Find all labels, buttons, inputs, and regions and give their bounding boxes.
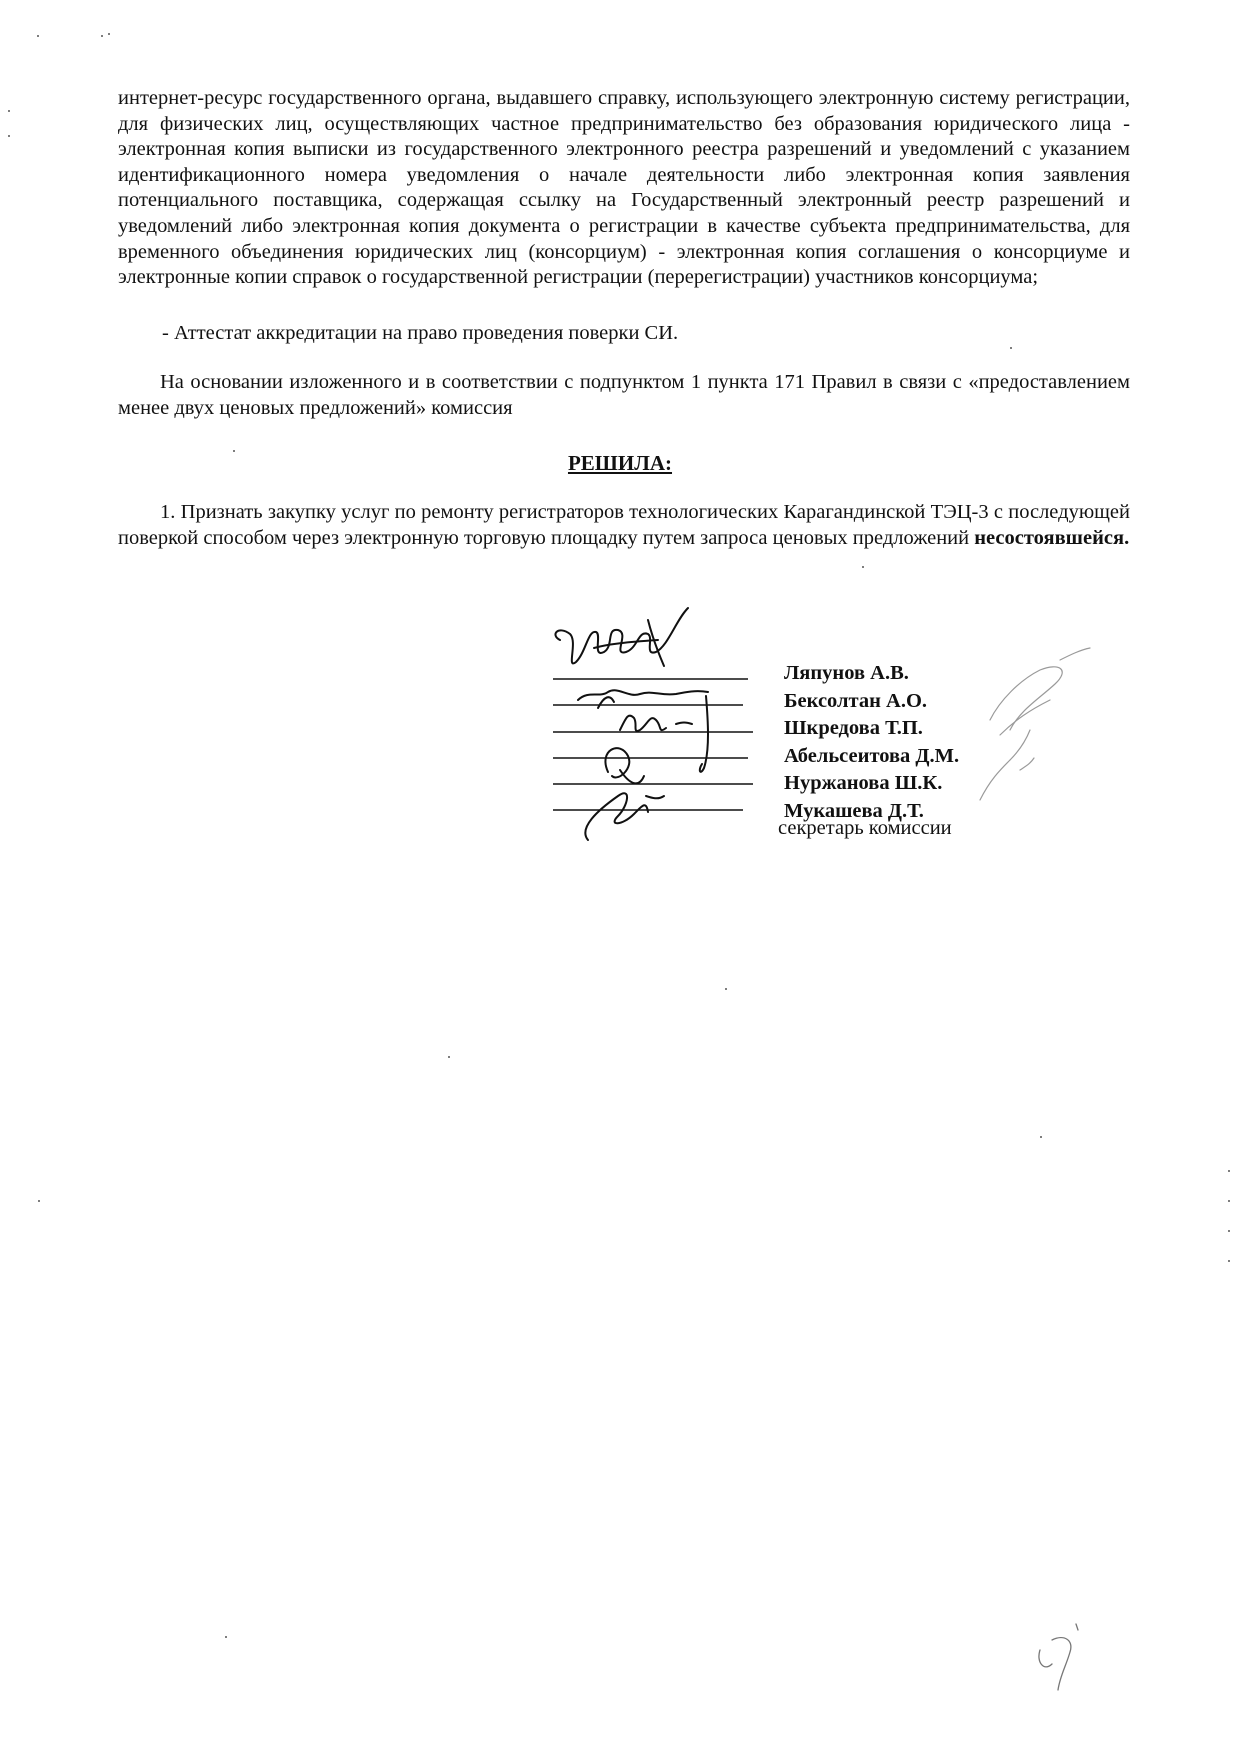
scan-speck <box>38 1200 40 1202</box>
bullet-item: - Аттестат аккредитации на право проведения поверки СИ. <box>162 322 679 344</box>
signatory-names <box>784 660 959 825</box>
scan-speck <box>1228 1230 1230 1232</box>
scan-speck <box>101 35 103 37</box>
signatory-name: Ляпунов А.В. <box>784 662 909 684</box>
signatory-name: Абельсеитова Д.М. <box>784 744 960 767</box>
scan-speck <box>225 1636 227 1638</box>
scan-speck <box>108 33 110 35</box>
paragraph-basis: На основании изложенного и в соответствии с подпунктом 1 пункта 171 Правил в связи с «предоставлением менее двух ценовых предложений» комиссия <box>118 371 1130 419</box>
scan-speck <box>1010 347 1012 349</box>
paragraph-decision <box>118 500 1130 551</box>
scan-speck <box>448 1056 450 1058</box>
signatory-name: Нуржанова Ш.К. <box>784 772 943 794</box>
scan-speck <box>1228 1170 1230 1172</box>
decision-result: несостоявшейся. <box>974 526 1130 549</box>
scan-speck <box>8 110 10 112</box>
scan-speck <box>1228 1260 1230 1262</box>
paragraph-main: интернет-ресурс государственного органа, выдавшего справку, использующего электронную систему регистрации, для физических лиц, осуществляющих частное предпринимательство без образования юридического лица - электронная копия выписки из государственного электронного реестра разрешений и уведомлений с указанием идентификационного номера уведомления о начале деятельности либо электронная копия заявления потенциального поставщика, содержащая ссылку на Государственный электронный реестр разрешений и уведомлений либо электронная копия документа о регистрации в качестве субъекта предпринимательства, для временного объединения юридических лиц (консорциум) - электронная копия соглашения о консорциуме и электронные копии справок о государственной регистрации (перерегистрации) участников консорциума; <box>118 87 1130 289</box>
secretary-label: секретарь комиссии <box>778 817 952 839</box>
signatory-name: Бексолтан А.О. <box>784 689 928 712</box>
decision-heading: РЕШИЛА: <box>567 451 673 475</box>
scan-speck <box>1040 1136 1042 1138</box>
scan-speck <box>1228 1200 1230 1202</box>
page-mark-graphic <box>1030 1620 1090 1700</box>
signatures-graphic <box>548 600 788 850</box>
faint-signature-graphic <box>960 640 1120 820</box>
decision-text: 1. Признать закупку услуг по ремонту регистраторов технологических Карагандинской ТЭЦ-3 с последующей поверкой способом через электронную торговую площадку путем запроса ценовых предложений <box>118 501 1130 549</box>
scan-speck <box>8 135 10 137</box>
scan-speck <box>725 988 727 990</box>
scan-speck <box>862 566 864 568</box>
scan-speck <box>37 35 39 37</box>
signatory-name: Мукашева Д.Т. <box>784 799 924 822</box>
signatory-name: Шкредова Т.П. <box>784 717 923 739</box>
